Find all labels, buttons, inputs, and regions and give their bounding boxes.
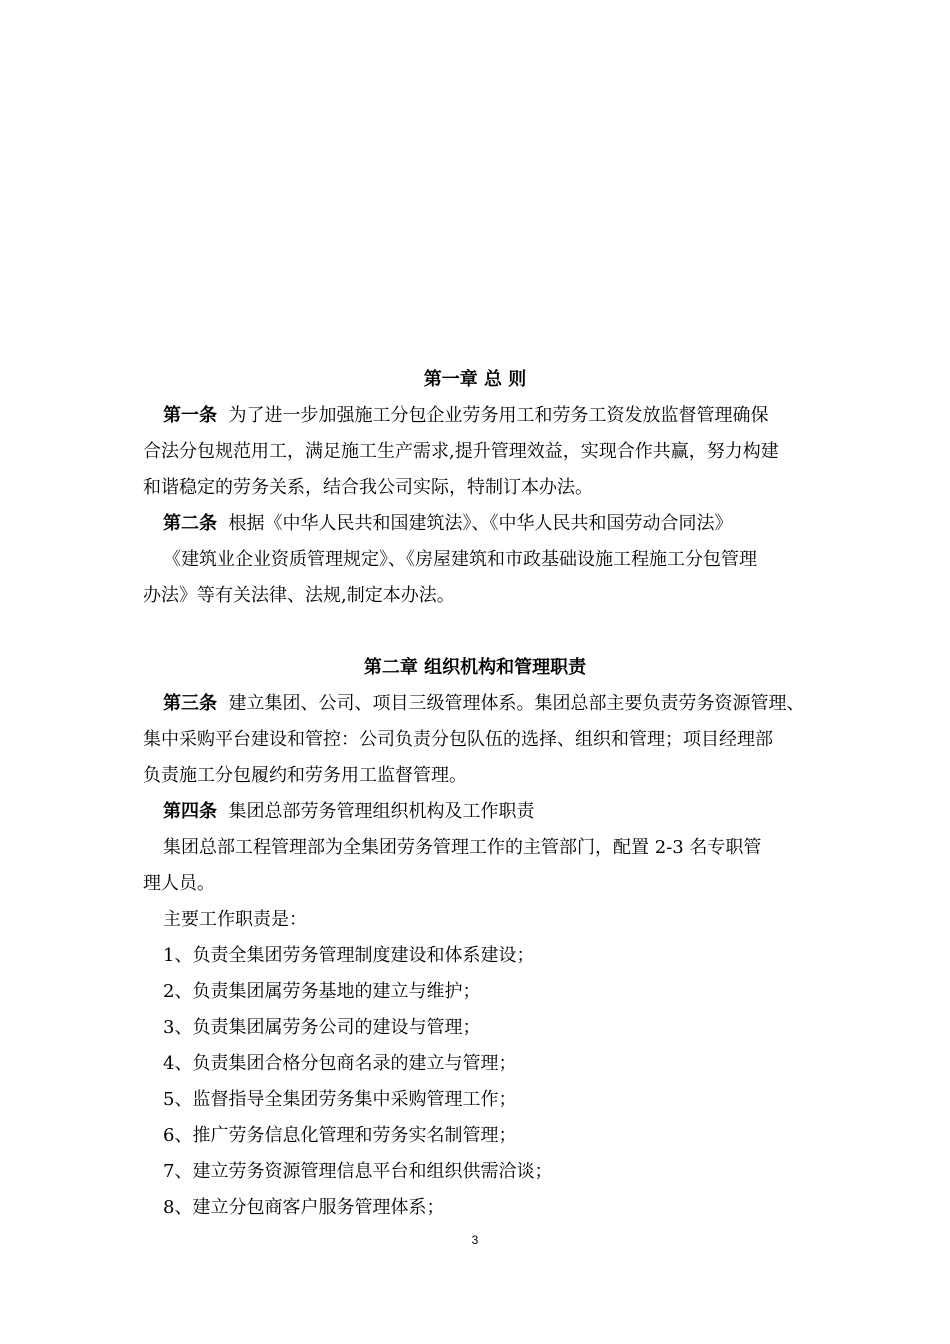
article-1-line-2: 合法分包规范用工，满足施工生产需求,提升管理效益，实现合作共赢，努力构建 [143, 441, 779, 462]
duty-item-5: 5、监督指导全集团劳务集中采购管理工作； [163, 1089, 517, 1110]
duty-item-3: 3、负责集团属劳务公司的建设与管理； [163, 1017, 481, 1038]
duty-item-6: 6、推广劳务信息化管理和劳务实名制管理； [163, 1125, 517, 1146]
article-2-line-3: 办法》等有关法律、法规,制定本办法。 [143, 585, 455, 606]
article-1-line-1: 第一条 为了进一步加强施工分包企业劳务用工和劳务工资发放监督管理确保 [163, 405, 769, 426]
duty-item-7: 7、建立劳务资源管理信息平台和组织供需洽谈； [163, 1161, 553, 1182]
chapter-1-title: 第一章 总 则 [423, 369, 527, 390]
duty-item-1: 1、负责全集团劳务管理制度建设和体系建设； [163, 945, 535, 966]
article-4-para-line-2: 理人员。 [143, 873, 215, 894]
article-2-label: 第二条 [163, 513, 217, 534]
article-4-line-1: 第四条 集团总部劳务管理组织机构及工作职责 [163, 801, 535, 822]
page-number: 3 [471, 1233, 479, 1247]
article-4-para-line-1: 集团总部工程管理部为全集团劳务管理工作的主管部门，配置 2-3 名专职管 [163, 837, 762, 858]
duty-item-4: 4、负责集团合格分包商名录的建立与管理； [163, 1053, 517, 1074]
article-1-label: 第一条 [163, 405, 217, 426]
duty-item-8: 8、建立分包商客户服务管理体系； [163, 1197, 445, 1218]
article-2-line-1: 第二条 根据《中华人民共和国建筑法》、《中华人民共和国劳动合同法》 [163, 513, 733, 534]
article-3-label: 第三条 [163, 693, 217, 714]
article-1-line-3: 和谐稳定的劳务关系，结合我公司实际，特制订本办法。 [143, 477, 593, 498]
article-2-line-2: 《建筑业企业资质管理规定》、《房屋建筑和市政基础设施工程施工分包管理 [163, 549, 757, 570]
article-3-line-1: 第三条 建立集团、公司、项目三级管理体系。集团总部主要负责劳务资源管理、 [163, 693, 805, 714]
article-3-line-3: 负责施工分包履约和劳务用工监督管理。 [143, 765, 467, 786]
duty-item-2: 2、负责集团属劳务基地的建立与维护； [163, 981, 481, 1002]
duties-intro: 主要工作职责是： [163, 909, 307, 930]
article-3-line-2: 集中采购平台建设和管控：公司负责分包队伍的选择、组织和管理；项目经理部 [143, 729, 773, 750]
article-4-label: 第四条 [163, 801, 217, 822]
chapter-2-title: 第二章 组织机构和管理职责 [363, 657, 587, 678]
